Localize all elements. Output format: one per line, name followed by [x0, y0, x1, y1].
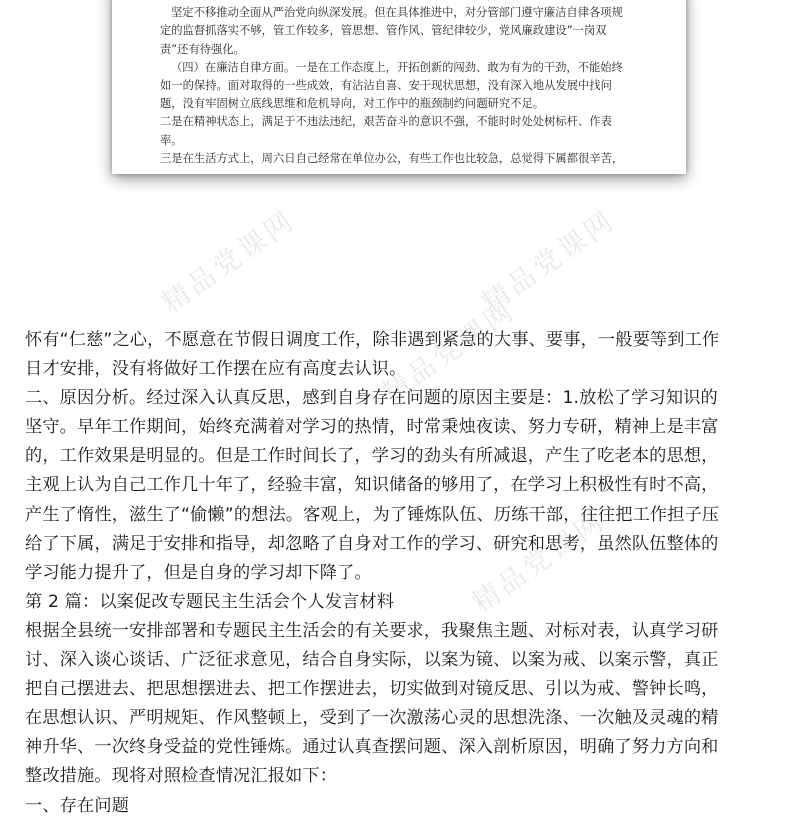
preview-text — [160, 0, 660, 168]
body-line: 的，工作效果是明显的。但是工作时间长了，学习的劲头有所减退，产生了吃老本的思想， — [25, 446, 719, 467]
body-line: 给了下属，满足于安排和指导，却忽略了自身对工作的学习、研究和思考，虽然队伍整体的 — [25, 533, 719, 554]
body-line: 在思想认识、严明规矩、作风整顿上，受到了一次激荡心灵的思想洗涤、一次触及灵魂的精 — [25, 708, 719, 729]
body-line: 整改措施。现将对照检查情况汇报如下： — [25, 766, 338, 787]
preview-line: 如一的保持。面对取得的一些成效，有沾沾自喜、安于现状思想，没有深入地从发展中找问 — [160, 79, 612, 93]
body-line: 讨、深入谈心谈话、广泛征求意见，结合自身实际，以案为镜、以案为戒、以案示警，真正 — [25, 650, 719, 671]
body-line: 神升华、一次终身受益的党性锤炼。通过认真查摆问题、深入剖析原因，明确了努力方向和 — [25, 737, 719, 758]
body-line: 把自己摆进去、把思想摆进去、把工作摆进去，切实做到对镜反思、引以为戒、警钟长鸣， — [25, 679, 719, 700]
preview-line: 率。 — [160, 133, 183, 147]
preview-line: （四）在廉洁自律方面。一是在工作态度上，开拓创新的闯劲、敢为有为的干劲，不能始终 — [171, 60, 623, 74]
preview-line: 定的监督抓落实不够，管工作较多，管思想、管作风、管纪律较少，党风廉政建设”一岗双 — [160, 24, 607, 38]
body-line: 学习能力提升了，但是自身的学习却下降了。 — [25, 562, 372, 583]
preview-line: 责”还有待强化。 — [160, 42, 245, 56]
watermark: 精品党课网 — [156, 204, 302, 320]
section-heading: 二、原因分析。经过深入认真反思，感到自身存在问题的原因主要是：1.放松了学习知识的 — [25, 388, 718, 409]
body-line: 根据全县统一安排部署和专题民主生活会的有关要求，我聚焦主题、对标对表，认真学习研 — [25, 620, 719, 641]
preview-line: 坚定不移推动全面从严治党向纵深发展。但在具体推进中，对分管部门遵守廉洁自律各项规 — [171, 6, 623, 20]
article-title: 第 2 篇：以案促改专题民主生活会个人发言材料 — [25, 591, 395, 612]
watermark: 精品党课网 — [466, 504, 612, 620]
document-body — [25, 326, 780, 821]
section-heading: 一、存在问题 — [25, 795, 130, 816]
preview-line: 题，没有牢固树立底线思维和危机导向，对工作中的瓶颈制约问题研究不足。 — [160, 97, 545, 111]
body-line: 怀有“仁慈”之心，不愿意在节假日调度工作，除非遇到紧急的大事、要事，一般要等到工作 — [25, 330, 720, 350]
watermark: 精品党课网 — [376, 294, 522, 410]
body-line: 主观上认为自己工作几十年了，经验丰富，知识储备的够用了，在学习上积极性有时不高， — [25, 475, 719, 496]
body-line: 产生了惰性，滋生了“偷懒”的想法。客观上，为了锤炼队伍、历练干部，往往把工作担子压 — [25, 504, 720, 525]
preview-line: 三是在生活方式上，周六日自己经常在单位办公，有些工作也比较急，总觉得下属都很辛苦， — [160, 151, 624, 165]
watermark: 精品党课网 — [476, 204, 622, 320]
document-preview-card — [112, 0, 686, 174]
body-line: 日才安排，没有将做好工作摆在应有高度去认识。 — [25, 359, 407, 380]
preview-line: 二是在精神状态上，满足于不违法违纪，艰苦奋斗的意识不强，不能时时处处树标杆、作表 — [160, 115, 612, 129]
body-line: 坚守。早年工作期间，始终充满着对学习的热情，时常秉烛夜读、努力专研，精神上是丰富 — [25, 417, 719, 438]
